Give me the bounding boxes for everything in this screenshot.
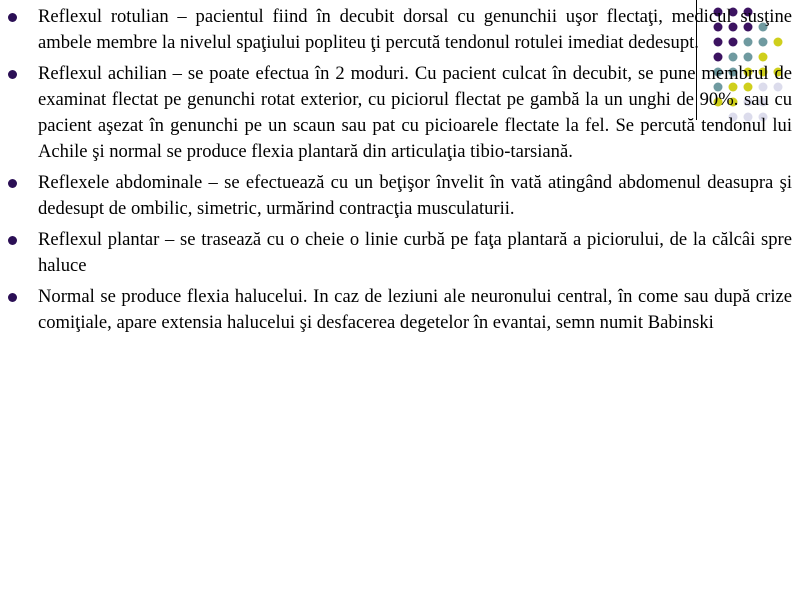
bullet-item: [8, 170, 792, 222]
bullet-dot-icon: [8, 70, 17, 79]
bullet-text: Reflexele abdominale – se efectuează cu un beţişor învelit în vată atingând abdomenul deasupra şi dedesupt de ombilic, simetric, urmărind contracţia musculaturii.: [38, 172, 792, 219]
bullet-dot-icon: [8, 179, 17, 188]
bullet-text: Normal se produce flexia halucelui. In caz de leziuni ale neuronului central, în come sau după crize comiţiale, apare extensia halucelui şi desfacerea degetelor în evantai, semn numit Babinski: [38, 286, 792, 333]
bullet-dot-icon: [8, 236, 17, 245]
bullet-item: [8, 227, 792, 279]
bullet-dot-icon: [8, 13, 17, 22]
bullet-text: Reflexul achilian – se poate efectua în 2 moduri. Cu pacient culcat în decubit, se pune membrul de examinat flectat pe genunchi rotat exterior, cu piciorul flectat pe gambă la un unghi de 90%. sau cu pacient aşezat în genunchi pe un scaun sau pat cu picioarele flectate la fel. Se percută tendonul lui Achile şi normal se produce flexia plantară din articulaţia tibio-tarsiană.: [38, 63, 792, 162]
bullet-item: [8, 284, 792, 336]
bullet-item: [8, 4, 792, 56]
bullet-text: Reflexul rotulian – pacientul fiind în decubit dorsal cu genunchii uşor flectaţi, medicul susţine ambele membre la nivelul spaţiului popliteu ţi percută tendonul rotulei imediat dedesupt.: [38, 6, 792, 53]
bullet-dot-icon: [8, 293, 17, 302]
bullet-item: [8, 61, 792, 165]
bullet-text: Reflexul plantar – se trasează cu o cheie o linie curbă pe faţa plantară a piciorului, de la călcâi spre haluce: [38, 229, 792, 276]
bullet-list: [8, 4, 792, 341]
